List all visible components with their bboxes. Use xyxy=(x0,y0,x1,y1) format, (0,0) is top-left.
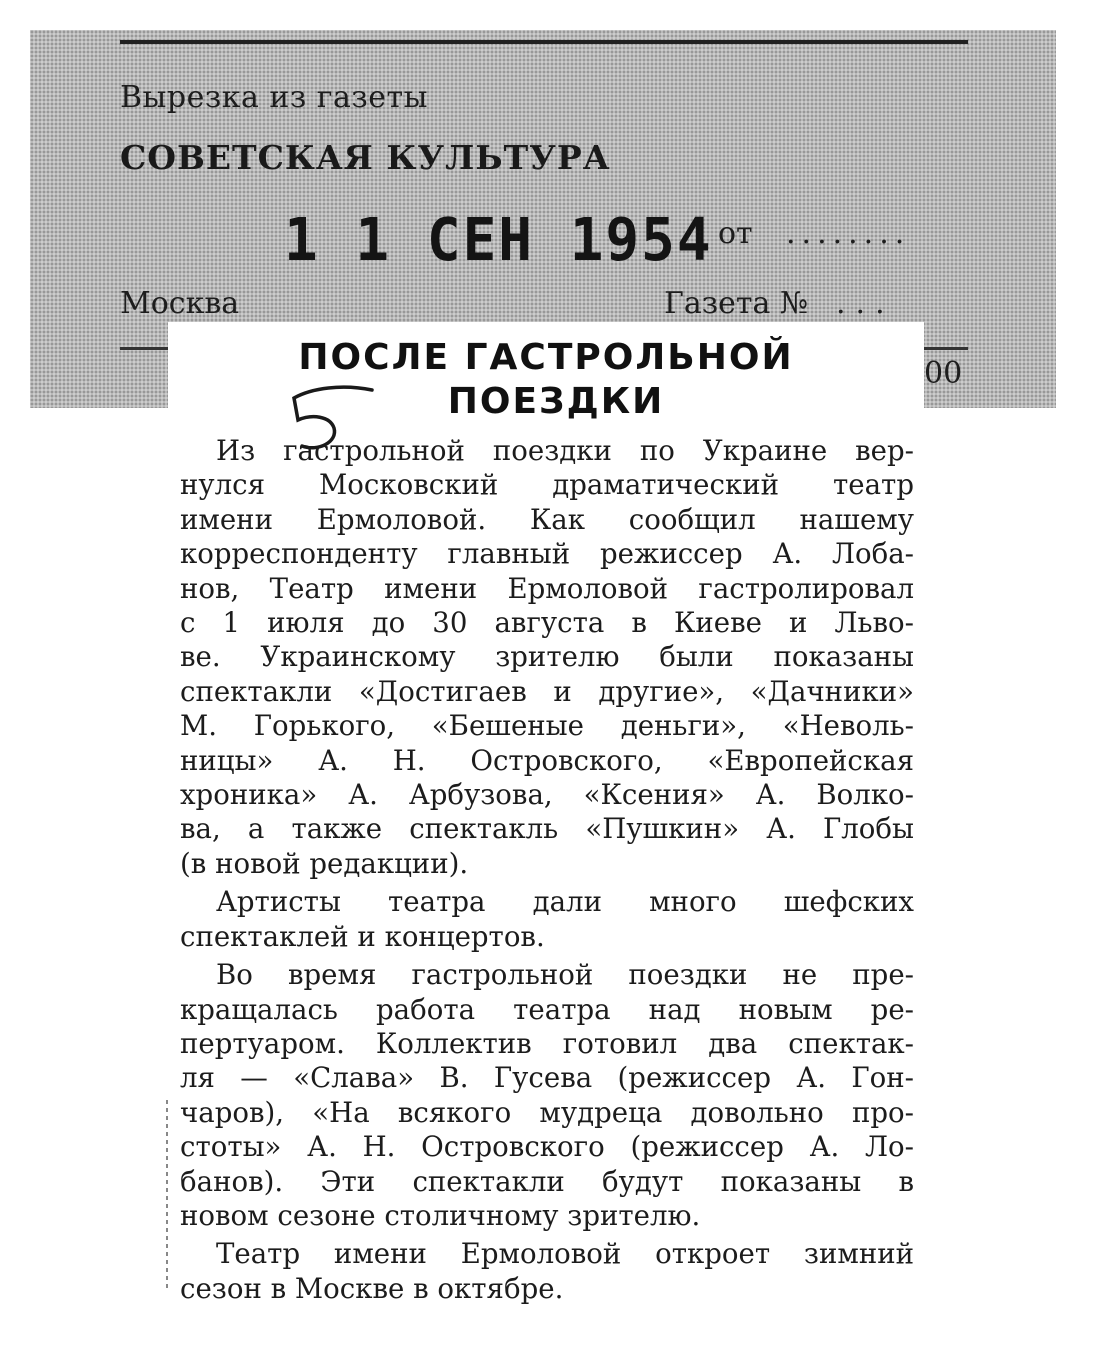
article-line: стоты» А. Н. Островского (режиссер А. Ло- xyxy=(180,1130,914,1164)
article-body xyxy=(180,434,914,1310)
from-dots: ........ xyxy=(786,216,911,251)
article-line: хроника» А. Арбузова, «Ксения» А. Волко- xyxy=(180,778,914,812)
article-line: ва, а также спектакль «Пушкин» А. Глобы xyxy=(180,812,914,846)
article-paragraph xyxy=(180,434,914,881)
article-line: спектакли «Достигаев и другие», «Дачники» xyxy=(180,674,914,708)
top-rule xyxy=(120,40,968,44)
article-line: Во время гастрольной поездки не пре- xyxy=(216,958,914,992)
article-paragraph xyxy=(180,1237,914,1306)
article-line: новом сезоне столичному зрителю. xyxy=(180,1198,701,1232)
article-line: нулся Московский драматический театр xyxy=(180,468,914,502)
article-line: М. Горького, «Бешеные деньги», «Неволь- xyxy=(180,709,914,743)
paper-number-dots: ... xyxy=(836,286,895,321)
article-line: пертуаром. Коллектив готовил два спектак- xyxy=(180,1026,914,1060)
article-line: Из гастрольной поездки по Украине вер- xyxy=(216,434,914,467)
newspaper-name: СОВЕТСКАЯ КУЛЬТУРА xyxy=(120,138,611,177)
article-line: (в новой редакции). xyxy=(180,846,469,880)
article-line: чаров), «На всякого мудреца довольно про- xyxy=(180,1095,914,1129)
header-rule-right xyxy=(920,347,968,350)
from-label: от xyxy=(718,216,753,251)
article-paragraph xyxy=(180,885,914,954)
article-line: Артисты театра дали много шефских xyxy=(216,885,914,919)
city-label: Москва xyxy=(120,286,240,321)
article-paragraph xyxy=(180,958,914,1233)
paper-number-label: Газета № xyxy=(664,286,809,321)
headline-line-1: ПОСЛЕ ГАСТРОЛЬНОЙ xyxy=(298,337,794,378)
clipping-edge-mark xyxy=(166,1100,168,1290)
partial-digits: 00 xyxy=(924,356,963,391)
clip-label: Вырезка из газеты xyxy=(120,80,429,115)
article-line: сезон в Москве в октябре. xyxy=(180,1271,564,1305)
article-line: кращалась работа театра над новым ре- xyxy=(180,992,914,1026)
date-stamp: 1 1 СЕН 1954 xyxy=(284,206,713,275)
header-rule-left xyxy=(120,347,170,350)
article-line: ля — «Слава» В. Гусева (режиссер А. Гон- xyxy=(180,1061,914,1095)
article-line: банов). Эти спектакли будут показаны в xyxy=(180,1164,914,1198)
headline-line-2: ПОЕЗДКИ xyxy=(447,381,665,422)
article-line: нов, Театр имени Ермоловой гастролировал xyxy=(180,571,914,605)
article-line: Театр имени Ермоловой откроет зимний xyxy=(216,1237,914,1271)
article-line: ницы» А. Н. Островского, «Европейская xyxy=(180,743,914,777)
article-line: ве. Украинскому зрителю были показаны xyxy=(180,640,914,674)
article-line: спектаклей и концертов. xyxy=(180,919,545,953)
article-line: корреспонденту главный режиссер А. Лоба- xyxy=(180,537,914,571)
article-line: с 1 июля до 30 августа в Киеве и Льво- xyxy=(180,606,914,640)
article-line: имени Ермоловой. Как сообщил нашему xyxy=(180,502,914,536)
